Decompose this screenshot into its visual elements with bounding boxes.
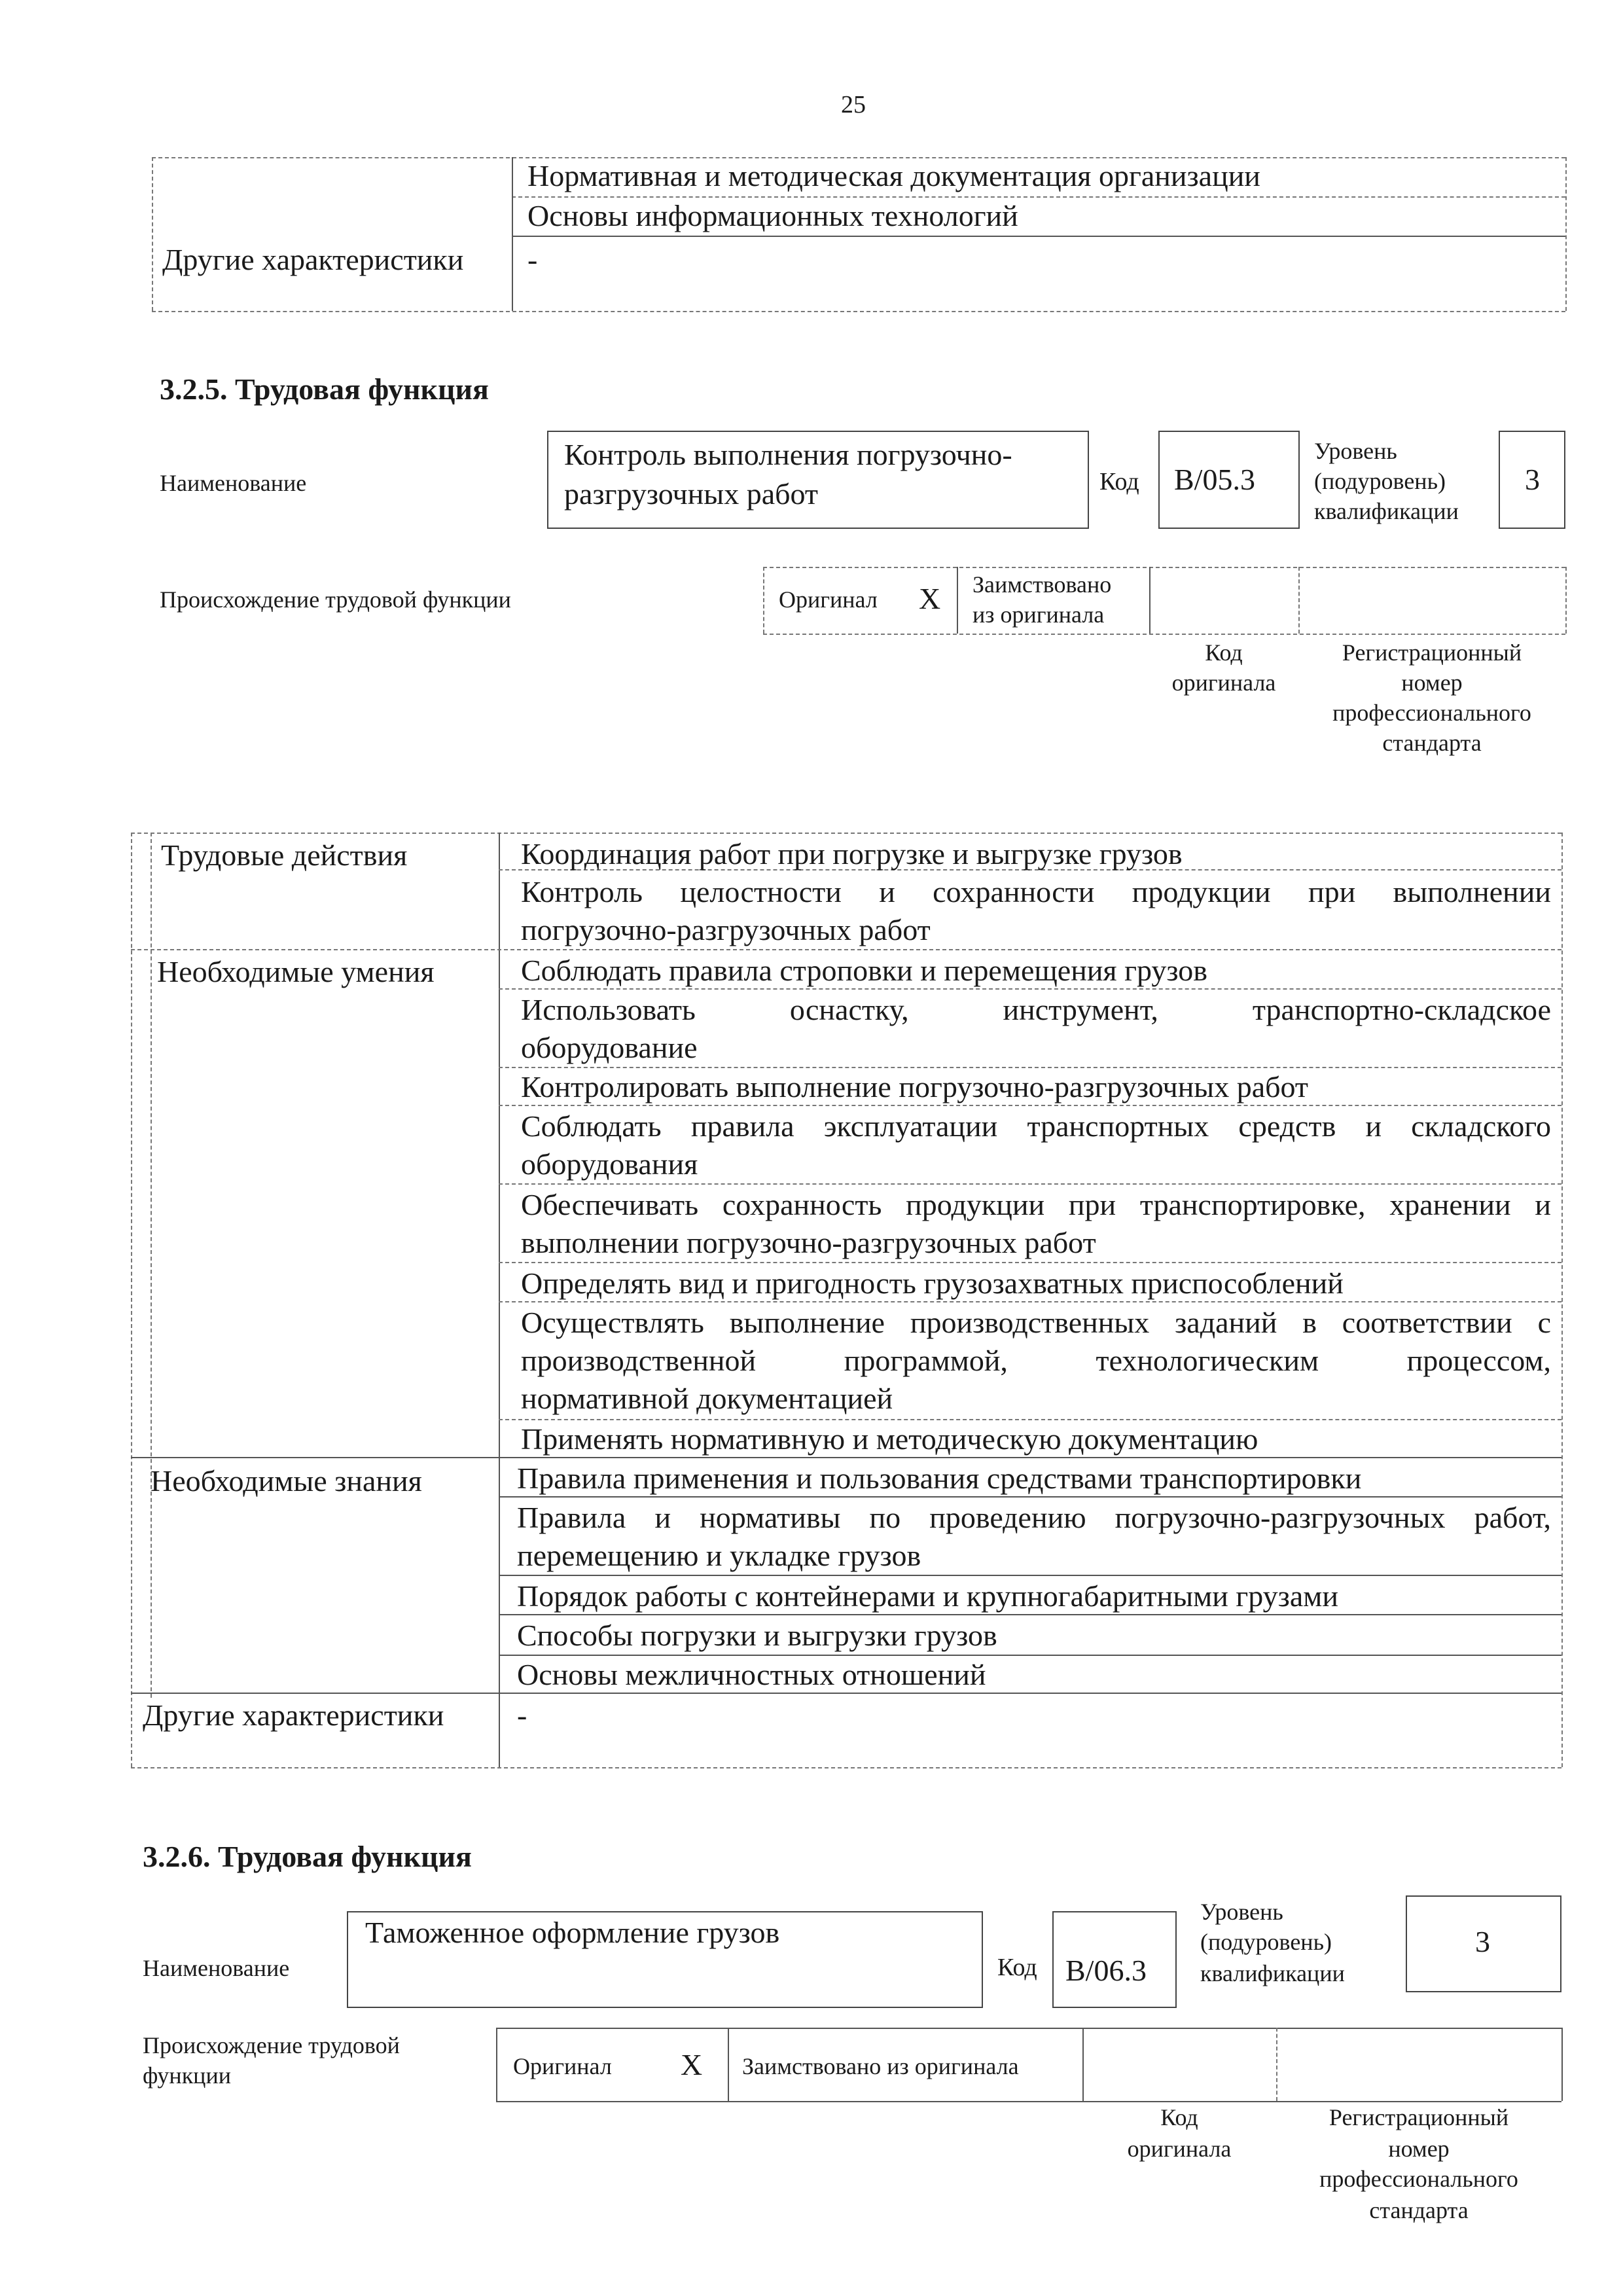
table-row-text: Правила и нормативы по проведению погрузочно-разгрузочных работ, <box>517 1501 1551 1534</box>
required-knowledge-label: Необходимые знания <box>151 1464 422 1498</box>
required-skills-label: Необходимые умения <box>157 955 435 988</box>
table-row-text: нормативной документацией <box>521 1382 893 1415</box>
function-name-box <box>547 431 1089 529</box>
other-characteristics-label: Другие характеристики <box>162 243 464 276</box>
table-row-text: Соблюдать правила эксплуатации транспортных средств и складского <box>521 1109 1551 1143</box>
original-label: Оригинал <box>779 586 878 613</box>
level-label: (подуровень) <box>1314 468 1446 494</box>
table-row-text: Соблюдать правила строповки и перемещения грузов <box>521 954 1207 987</box>
code-value: B/06.3 <box>1065 1954 1147 1987</box>
table-row-text: Координация работ при погрузке и выгрузке грузов <box>521 837 1183 870</box>
registration-caption: Регистрационный <box>1342 639 1522 666</box>
level-value: 3 <box>1475 1925 1490 1958</box>
code-box <box>1052 1911 1177 2008</box>
table-row-text: Основы межличностных отношений <box>517 1658 986 1691</box>
original-code-caption: оригинала <box>1171 670 1276 696</box>
level-label: Уровень <box>1314 438 1397 464</box>
level-box <box>1406 1895 1561 1992</box>
code-label: Код <box>997 1954 1037 1981</box>
original-mark: X <box>919 582 941 615</box>
section-heading-325: 3.2.5. Трудовая функция <box>160 372 489 406</box>
origin-label: функции <box>143 2062 231 2089</box>
table-row-text: погрузочно-разгрузочных работ <box>521 913 931 946</box>
borrowed-label: Заимствовано из оригинала <box>742 2053 1019 2079</box>
original-code-caption: Код <box>1205 639 1243 666</box>
function-name-line: Контроль выполнения погрузочно- <box>564 438 1012 471</box>
table-row-text: Способы погрузки и выгрузки грузов <box>517 1619 997 1652</box>
level-label: Уровень <box>1200 1899 1283 1925</box>
function-name: Таможенное оформление грузов <box>365 1916 780 1949</box>
table-row-text: Контролировать выполнение погрузочно-разгрузочных работ <box>521 1070 1309 1103</box>
original-mark: X <box>681 2048 703 2081</box>
table-row-text: выполнении погрузочно-разгрузочных работ <box>521 1226 1096 1259</box>
table-row-text: Правила применения и пользования средствами транспортировки <box>517 1462 1362 1495</box>
level-label: квалификации <box>1200 1960 1345 1986</box>
registration-caption: стандарта <box>1369 2197 1469 2223</box>
origin-label: Происхождение трудовой <box>143 2032 400 2058</box>
code-box <box>1158 431 1300 529</box>
registration-caption: Регистрационный <box>1329 2104 1509 2130</box>
function-name-line: разгрузочных работ <box>564 477 819 511</box>
function-name-box <box>347 1911 983 2008</box>
section-heading-326: 3.2.6. Трудовая функция <box>143 1840 472 1873</box>
name-label: Наименование <box>160 470 307 496</box>
registration-caption: номер <box>1388 2136 1450 2162</box>
level-label: (подуровень) <box>1200 1929 1332 1955</box>
original-label: Оригинал <box>513 2053 612 2079</box>
other-characteristics-label: Другие характеристики <box>143 1698 444 1732</box>
table-row-text: производственной программой, технологическим процессом, <box>521 1344 1551 1377</box>
name-label: Наименование <box>143 1955 290 1981</box>
table-row-text: перемещению и укладке грузов <box>517 1539 921 1572</box>
code-value: B/05.3 <box>1174 463 1255 496</box>
level-label: квалификации <box>1314 498 1459 524</box>
registration-caption: стандарта <box>1382 730 1482 756</box>
level-value: 3 <box>1525 463 1540 496</box>
other-characteristics-value: - <box>527 243 538 276</box>
registration-caption: номер <box>1401 670 1463 696</box>
code-label: Код <box>1099 468 1139 495</box>
table-row-text: Определять вид и пригодность грузозахватных приспособлений <box>521 1266 1344 1300</box>
table-row-text: Контроль целостности и сохранности продукции при выполнении <box>521 875 1551 908</box>
other-characteristics-value: - <box>517 1698 527 1732</box>
level-box <box>1499 431 1565 529</box>
original-code-caption: оригинала <box>1127 2136 1232 2162</box>
top-table-row: Нормативная и методическая документация организации <box>527 159 1260 192</box>
origin-label: Происхождение трудовой функции <box>160 586 511 613</box>
top-table-row: Основы информационных технологий <box>527 199 1018 232</box>
page-number: 25 <box>841 91 866 118</box>
table-row-text: Обеспечивать сохранность продукции при транспортировке, хранении и <box>521 1188 1551 1221</box>
original-code-caption: Код <box>1160 2104 1198 2130</box>
registration-caption: профессионального <box>1332 700 1531 726</box>
registration-caption: профессионального <box>1319 2166 1518 2192</box>
borrowed-label: из оригинала <box>972 601 1105 628</box>
table-row-text: оборудования <box>521 1147 698 1181</box>
labor-actions-label: Трудовые действия <box>161 838 408 872</box>
table-row-text: Применять нормативную и методическую документацию <box>521 1422 1258 1456</box>
table-row-text: Порядок работы с контейнерами и крупногабаритными грузами <box>517 1579 1338 1613</box>
borrowed-label: Заимствовано <box>972 571 1112 598</box>
table-row-text: оборудование <box>521 1031 698 1064</box>
table-row-text: Осуществлять выполнение производственных заданий в соответствии с <box>521 1306 1551 1339</box>
table-row-text: Использовать оснастку, инструмент, транспортно-складское <box>521 993 1551 1026</box>
